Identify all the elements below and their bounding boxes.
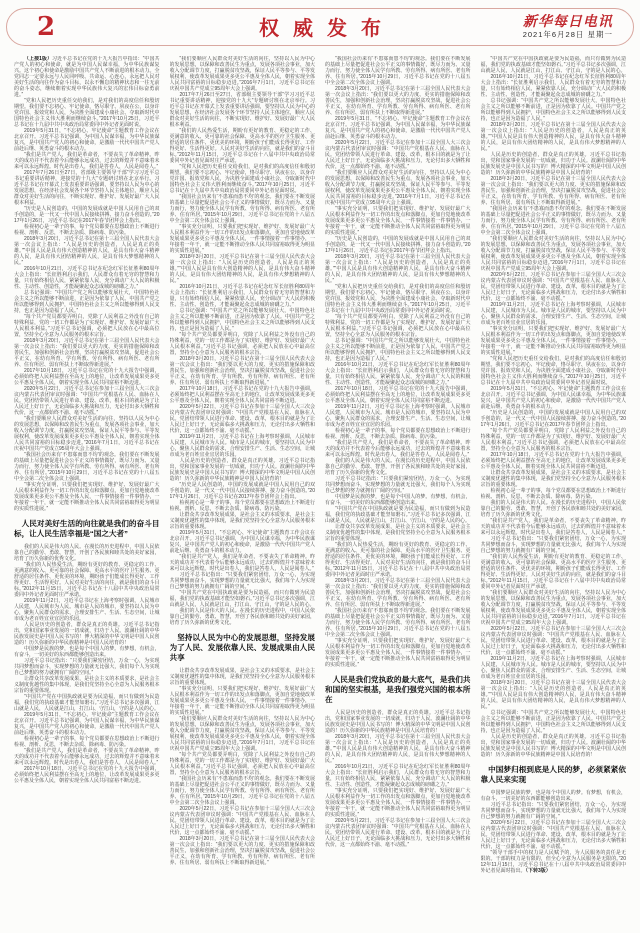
body-paragraph: 让群众共享改革发展成果，是社会主义的本质要求，是社会主义制度优越性的集中体现，是我们党坚持全心全意为人民服务根本宗旨的重要体现。 bbox=[169, 512, 315, 530]
body-paragraph: “党和人民把历史重任交给我们，是对我们的高度信任和殷切期望。我们要不忘初心、牢记使命，恪尽职守、夙夜在公，以身许党许国、报效党和人民，为决胜全面建成小康社会、夺取新时代中国特色社会主义伟大胜利而继续奋斗。”2017年10月25日，习近平总书记在十九届中共中央政治局常委同中外记者见面时说。 bbox=[14, 98, 160, 128]
body-paragraph: “我们的人民热爱生活，期盼有更好的教育、更稳定的工作、更满意的收入、更可靠的社会保障、更高水平的医疗卫生服务、更舒适的居住条件、更优美的环境，期盼孩子们能成长得更好、工作得更好、生活得更好。人民对美好生活的向往，就是我们的奋斗目标。”2012年11月15日，习近平总书记在十八届中共中央政治局常委同中外记者见面时庄严承诺。 bbox=[325, 542, 471, 578]
body-paragraph: 2019年5月31日，“不忘初心、牢记使命”主题教育工作会议在北京召开。习近平总书记强调，为中国人民谋幸福，为中华民族谋复兴，是中国共产党人的初心和使命，是激励一代代中国共产党人前赴后继、英勇奋斗的根本动力。 bbox=[14, 712, 160, 736]
body-paragraph: “我们的人民热爱生活，期盼有更好的教育、更稳定的工作、更满意的收入、更可靠的社会保障、更高水平的医疗卫生服务、更舒适的居住条件、更优美的环境，期盼孩子们能成长得更好、工作得更好、生活得更好。人民对美好生活的向往，就是我们的奋斗目标。”2012年11月15日，习近平总书记在十八届中共中央政治局常委同中外记者见面时庄严承诺。 bbox=[14, 562, 160, 598]
body-paragraph: “每个共产党员都要弄明白，党除了人民利益之外没有自己的特殊利益，党的一切工作都是为了实现好、维护好、发展好最广大人民根本利益。”习近平总书记强调，必须把人民放在心中最高位置，坚持全心全意为人民服务的根本宗旨。 bbox=[480, 428, 626, 452]
body-paragraph: 人民是历史的创造者，群众是真正的英雄。习近平总书记指出，党和国家事业发展的一切成就，归功于人民。波澜壮阔的中华民族发展史是中国人民书写的！博大精深的中华文明是中国人民创造的！历久弥新的中华民族精神是中国人民培育的！ bbox=[169, 458, 315, 482]
body-paragraph: 我们的人民是伟大的人民。在漫长的历史进程中，中国人民依靠自己的勤劳、勇敢、智慧，开创了各民族和睦共处的美好家园，培育了历久弥新的优秀文化。 bbox=[480, 500, 626, 518]
body-paragraph: “历史是人民创造的，中国的发展成就是中国人民用自己的双手创造的，是一代又一代中国人民接续拼搏、接力奋斗创造的。”2017年1月26日，习近平总书记在2017年春节团拜会上指出。 bbox=[480, 410, 626, 428]
body-paragraph: “事实充分证明，只要我们把实现好、维护好、发展好最广大人民根本利益作为一切工作的出发点和落脚点，更加自觉地使改革发展成果更多更公平惠及全体人民，一件事情接着一件事情办，一年接着一年干，就一定能不断推动全体人民共同富裕取得更为明显的实质性进展。” bbox=[169, 686, 315, 716]
body-paragraph: 2016年10月21日，习近平总书记在纪念红军长征胜利80周年大会上指出：“长征胜利启示我们，人民群众有着无穷的智慧和力量，只有始终相信人民，紧紧依靠人民，充分调动广大人民的积极性、主动性、创造性，才能凝聚起众志成城的磅礴之力。” bbox=[169, 284, 315, 308]
body-paragraph: “我们是共产党人，我们是革命者，不要丧失了革命精神。昨天的成功并不代表着今后能够永远成功，过去的辉煌并不意味着未来可以永远辉煌。时代是出卷人，我们是答卷人，人民是阅卷人。” bbox=[169, 554, 315, 572]
body-paragraph: “我国社会历来有‘不患寡而患不均’的观念。我们要在不断发展的基础上尽量把促进社会公平正义的事情做好，既尽力而为、又量力而行，努力使全体人民学有所教、劳有所得、病有所医、老有所养、住有所居。”2015年10月29日，习近平总书记在党的十八届五中全会第二次全体会议上强调。 bbox=[325, 608, 471, 638]
body-paragraph: 2018年3月20日，习近平总书记在第十三届全国人民代表大会第一次会议上指出：“我们要以更大的力度、更实的措施保障和改善民生，加强和创新社会治理，坚决打赢脱贫攻坚战，促进社会公平正义，在幼有所育、学有所教、劳有所得、病有所医、老有所养、住有所居、弱有所扶上不断取得新进展。” bbox=[325, 578, 471, 608]
body-paragraph: 2018年3月20日，习近平总书记在第十三届全国人民代表大会第一次会议上指出：“我们要以更大的力度、更实的措施保障和改善民生，加强和创新社会治理，坚决打赢脱贫攻坚战，促进社会公平正义，在幼有所育、学有所教、劳有所得、病有所医、老有所养、住有所居、弱有所扶上不断取得新进展。” bbox=[169, 836, 315, 866]
body-paragraph: 检视初心是一辈子的事，每个党员都要在思想政治上不断进行检视、剖析、反思，不断去杂质、除病毒、防污染。 bbox=[169, 500, 315, 512]
body-paragraph: “我们要顺应人民群众对美好生活的向往，坚持以人民为中心的发展思想，以保障和改善民生为重点，发展各项社会事业，加大收入分配调节力度，打赢脱贫攻坚战，保证人民平等参与、平等发展权利，使改革发展成果更多更公平惠及全体人民，朝着实现全体人民共同富裕的目标稳步迈进。”2016年7月1日，习近平总书记在庆祝中国共产党成立95周年大会上强调。 bbox=[325, 170, 471, 206]
body-paragraph: “历史是人民创造的，中国的发展成就是中国人民用自己的双手创造的，是一代又一代中国人民接续拼搏、接力奋斗创造的。”2017年1月26日，习近平总书记在2017年春节团拜会上指出。 bbox=[325, 236, 471, 254]
body-paragraph: 2019年5月31日，“不忘初心、牢记使命”主题教育工作会议在北京召开。习近平总书记强调，为中国人民谋幸福，为中华民族谋复兴，是中国共产党人的初心和使命，是激励一代代中国共产党人前赴后继、英勇奋斗的根本动力。 bbox=[14, 128, 160, 152]
body-paragraph: 2020年5月22日，习近平总书记在参加十三届全国人大三次会议内蒙古代表团审议时强调：“中国共产党根基在人民、血脉在人民。党团结带领人民进行革命、建设、改革，根本目的就是为了让人民过上好日子，无论面临多大挑战和压力，无论付出多大牺牲和代价，这一点都始终不渝、毫不动摇。” bbox=[325, 140, 471, 170]
body-paragraph: “每个共产党员都要弄明白，党除了人民利益之外没有自己的特殊利益，党的一切工作都是为了实现好、维护好、发展好最广大人民根本利益。”习近平总书记强调，必须把人民放在心中最高位置，坚持全心全意为人民服务的根本宗旨。 bbox=[14, 314, 160, 338]
masthead-logo: 新华每日电讯 bbox=[522, 14, 613, 31]
body-paragraph: 2017年10月18日，习近平总书记在党的十九大报告中强调，必须始终把人民利益摆在至高无上的地位，让改革发展成果更多更公平惠及全体人民，朝着实现全体人民共同富裕不断迈进。 bbox=[169, 386, 315, 404]
body-paragraph: “我国社会历来有‘不患寡而患不均’的观念。我们要在不断发展的基础上尽量把促进社会公平正义的事情做好，既尽力而为、又量力而行，努力使全体人民学有所教、劳有所得、病有所医、老有所养、住有所居。”2015年10月29日，习近平总书记在党的十八届五中全会第二次全体会议上强调。 bbox=[480, 206, 626, 236]
body-paragraph: 2018年3月20日，习近平总书记在第十三届全国人民代表大会第一次会议上指出：“人民是历史的创造者，人民是真正的英雄。”“中国人民是具有伟大创造精神的人民，是具有伟大奋斗精神的人民，是具有伟大团结精神的人民，是具有伟大梦想精神的人民。” bbox=[480, 680, 626, 710]
body-paragraph: 习近平总书记指出：“只要我们紧密团结，万众一心，为实现共同梦想而奋斗，实现梦想的力量就无比强大，我们每个人为实现自己梦想的努力就拥有广阔的空间。” bbox=[480, 536, 626, 554]
body-paragraph: 2020年5月22日，习近平总书记在参加十三届全国人大三次会议内蒙古代表团审议时强调：“中国共产党根基在人民、血脉在人民。党团结带领人民进行革命、建设、改革，根本目的就是为了让人民过上好日子，无论面临多大挑战和压力，无论付出多大牺牲和代价，这一点都始终不渝、毫不动摇。” bbox=[480, 820, 626, 850]
body-paragraph: 2016年10月21日，习近平总书记在纪念红军长征胜利80周年大会上指出：“长征胜利启示我们，人民群众有着无穷的智慧和力量，只有始终相信人民，紧紧依靠人民，充分调动广大人民的积极性、主动性、创造性，才能凝聚起众志成城的磅礴之力。” bbox=[14, 266, 160, 290]
body-paragraph: “领导干部手中的权力是人民赋予的，为人民服务的责任是无限的。干部的权力是有限的，但全心全意为人民服务是无限的。”2012年11月15日，习近平总书记在十八届中共中央政治局常委同中外记者见面时指出。（下转3版） bbox=[480, 850, 626, 874]
body-paragraph: 检视初心是一辈子的事，每个党员都要在思想政治上不断进行检视、剖析、反思，不断去杂质、除病毒、防污染。 bbox=[14, 224, 160, 236]
body-paragraph: 2017年10月18日，习近平总书记在党的十九大报告中强调，必须始终把人民利益摆在至高无上的地位，让改革发展成果更多更公平惠及全体人民，朝着实现全体人民共同富裕不断迈进。 bbox=[14, 766, 160, 784]
body-paragraph: “我们要顺应人民群众对美好生活的向往，坚持以人民为中心的发展思想，以保障和改善民生为重点，发展各项社会事业，加大收入分配调节力度，打赢脱贫攻坚战，保证人民平等参与、平等发展权利，使改革发展成果更多更公平惠及全体人民，朝着实现全体人民共同富裕的目标稳步迈进。”2016年7月1日，习近平总书记在庆祝中国共产党成立95周年大会上强调。 bbox=[480, 236, 626, 272]
body-paragraph: “党和人民把历史重任交给我们，是对我们的高度信任和殷切期望。我们要不忘初心、牢记使命，恪尽职守、夙夜在公，以身许党许国、报效党和人民，为决胜全面建成小康社会、夺取新时代中国特色社会主义伟大胜利而继续奋斗。”2017年10月25日，习近平总书记在十九届中共中央政治局常委同中外记者见面时说。 bbox=[325, 284, 471, 314]
body-paragraph: “事实充分证明，只要我们把实现好、维护好、发展好最广大人民根本利益作为一切工作的出发点和落脚点，更加自觉地使改革发展成果更多更公平惠及全体人民，一件事情接着一件事情办，一年接着一年干，就一定能不断推动全体人民共同富裕取得更为明显的实质性进展。” bbox=[325, 638, 471, 668]
body-paragraph: 2020年5月22日，习近平总书记在参加十三届全国人大三次会议内蒙古代表团审议时强调：“中国共产党根基在人民、血脉在人民。党团结带领人民进行革命、建设、改革，根本目的就是为了让人民过上好日子，无论面临多大挑战和压力，无论付出多大牺牲和代价，这一点都始终不渝、毫不动摇。” bbox=[480, 626, 626, 656]
body-paragraph: “中国共产党在中国执政就是要为民造福，而只有做到为民造福，我们党的执政基础才能坚如磐石。”习近平总书记多次强调，江山就是人民，人民就是江山，打江山、守江山，守的是人民的心。 bbox=[14, 694, 160, 712]
article-body bbox=[0, 52, 640, 906]
body-paragraph: 2016年10月21日，习近平总书记在纪念红军长征胜利80周年大会上指出：“长征胜利启示我们，人民群众有着无穷的智慧和力量，只有始终相信人民，紧紧依靠人民，充分调动广大人民的积极性、主动性、创造性，才能凝聚起众志成城的磅礴之力。” bbox=[480, 74, 626, 98]
section-subheading: 人民对美好生活的向往就是我们的奋斗目标，让人民生活幸福是“国之大者” bbox=[14, 519, 160, 538]
body-paragraph: 2017年10月18日，习近平总书记在党的十九大报告中强调，必须始终把人民利益摆在至高无上的地位，让改革发展成果更多更公平惠及全体人民，朝着实现全体人民共同富裕不断迈进。 bbox=[325, 386, 471, 404]
body-paragraph: 总书记强调：“中国共产党之所以能够发展壮大，中国特色社会主义之所以能够不断前进，正是因为依靠了人民。中国共产党之所以能够得到人民拥护，中国特色社会主义之所以能够得到人民支持，也正是因为造福了人民。” bbox=[325, 338, 471, 362]
section-title: 权威发布 bbox=[259, 17, 395, 40]
body-paragraph: 2019年5月31日，“不忘初心、牢记使命”主题教育工作会议在北京召开。习近平总书记强调，为中国人民谋幸福，为中华民族谋复兴，是中国共产党人的初心和使命，是激励一代代中国共产党人前赴后继、英勇奋斗的根本动力。 bbox=[169, 530, 315, 554]
body-paragraph: “我国社会历来有‘不患寡而患不均’的观念。我们要在不断发展的基础上尽量把促进社会公平正义的事情做好，既尽力而为、又量力而行，努力使全体人民学有所教、劳有所得、病有所医、老有所养、住有所居。”2015年10月29日，习近平总书记在党的十八届五中全会第二次全体会议上强调。 bbox=[325, 56, 471, 86]
body-paragraph: “我们的人民热爱生活，期盼有更好的教育、更稳定的工作、更满意的收入、更可靠的社会保障、更高水平的医疗卫生服务、更舒适的居住条件、更优美的环境，期盼孩子们能成长得更好、工作得更好、生活得更好。人民对美好生活的向往，就是我们的奋斗目标。”2012年11月15日，习近平总书记在十八届中共中央政治局常委同中外记者见面时庄严承诺。 bbox=[169, 128, 315, 164]
body-paragraph: 2018年3月20日，习近平总书记在第十三届全国人民代表大会第一次会议上指出：“我们要以更大的力度、更实的措施保障和改善民生，加强和创新社会治理，坚决打赢脱贫攻坚战，促进社会公平正义，在幼有所育、学有所教、劳有所得、病有所医、老有所养、住有所居、弱有所扶上不断取得新进展。” bbox=[14, 338, 160, 368]
body-paragraph: “中国共产党在中国执政就是要为民造福，而只有做到为民造福，我们党的执政基础才能坚如磐石。”习近平总书记多次强调，江山就是人民，人民就是江山，打江山、守江山，守的是人民的心。 bbox=[480, 56, 626, 74]
body-paragraph: “事实充分证明，只要我们把实现好、维护好、发展好最广大人民根本利益作为一切工作的出发点和落脚点，更加自觉地使改革发展成果更多更公平惠及全体人民，一件事情接着一件事情办，一年接着一年干，就一定能不断推动全体人民共同富裕取得更为明显的实质性进展。” bbox=[480, 326, 626, 356]
body-paragraph: “党和人民把历史重任交给我们，是对我们的高度信任和殷切期望。我们要不忘初心、牢记使命，恪尽职守、夙夜在公，以身许党许国、报效党和人民，为决胜全面建成小康社会、夺取新时代中国特色社会主义伟大胜利而继续奋斗。”2017年10月25日，习近平总书记在十九届中共中央政治局常委同中外记者见面时说。 bbox=[169, 164, 315, 194]
body-paragraph: 2020年5月22日，习近平总书记在参加十三届全国人大三次会议内蒙古代表团审议时强调：“中国共产党根基在人民、血脉在人民。党团结带领人民进行革命、建设、改革，根本目的就是为了让人民过上好日子，无论面临多大挑战和压力，无论付出多大牺牲和代价，这一点都始终不渝、毫不动摇。” bbox=[169, 404, 315, 434]
masthead bbox=[523, 14, 613, 40]
body-paragraph: “我国社会历来有‘不患寡而患不均’的观念。我们要在不断发展的基础上尽量把促进社会公平正义的事情做好，既尽力而为、又量力而行，努力使全体人民学有所教、劳有所得、病有所医、老有所养、住有所居。”2015年10月29日，习近平总书记在党的十八届五中全会第二次全体会议上强调。 bbox=[169, 194, 315, 224]
body-paragraph: “我们要顺应人民群众对美好生活的向往，坚持以人民为中心的发展思想，以保障和改善民生为重点，发展各项社会事业，加大收入分配调节力度，打赢脱贫攻坚战，保证人民平等参与、平等发展权利，使改革发展成果更多更公平惠及全体人民，朝着实现全体人民共同富裕的目标稳步迈进。”2016年7月1日，习近平总书记在庆祝中国共产党成立95周年大会上强调。 bbox=[480, 590, 626, 626]
body-paragraph: 我们的人民是伟大的人民。在漫长的历史进程中，中国人民依靠自己的勤劳、勇敢、智慧，开创了各民族和睦共处的美好家园，培育了历久弥新的优秀文化。 bbox=[169, 608, 315, 626]
body-paragraph: 2018年3月20日，习近平总书记在第十三届全国人民代表大会第一次会议上指出：“人民是历史的创造者，人民是真正的英雄。”“中国人民是具有伟大创造精神的人民，是具有伟大奋斗精神的人民，是具有伟大团结精神的人民，是具有伟大梦想精神的人民。” bbox=[325, 734, 471, 764]
body-paragraph: “我们要顺应人民群众对美好生活的向往，坚持以人民为中心的发展思想，以保障和改善民生为重点，发展各项社会事业，加大收入分配调节力度，打赢脱贫攻坚战，保证人民平等参与、平等发展权利，使改革发展成果更多更公平惠及全体人民，朝着实现全体人民共同富裕的目标稳步迈进。”2016年7月1日，习近平总书记在庆祝中国共产党成立95周年大会上强调。 bbox=[169, 56, 315, 92]
body-paragraph: 检视初心是一辈子的事，每个党员都要在思想政治上不断进行检视、剖析、反思，不断去杂质、除病毒、防污染。 bbox=[14, 736, 160, 748]
body-paragraph: 2019年11月2日，习近平总书记在上海考察时强调，人民城市人民建，人民城市为人民。城市是人民的城市，要坚持以人民为中心，聚焦人民群众的需求，合理安排生产、生活、生态空间，让城市成为老百姓宜业宜居的乐园。 bbox=[325, 404, 471, 428]
body-paragraph: 2018年3月20日，习近平总书记在第十三届全国人民代表大会第一次会议上指出：“我们要以更大的力度、更实的措施保障和改善民生，加强和创新社会治理，坚决打赢脱贫攻坚战，促进社会公平正义，在幼有所育、学有所教、劳有所得、病有所医、老有所养、住有所居、弱有所扶上不断取得新进展。” bbox=[325, 86, 471, 116]
body-paragraph: 让群众共享改革发展成果，是社会主义的本质要求，是社会主义制度优越性的集中体现，是我们党坚持全心全意为人民服务根本宗旨的重要体现。 bbox=[480, 470, 626, 488]
body-paragraph: 2017年7月26日至27日，省部级主要领导干部“学习习近平总书记重要讲话精神，迎接党的十九大”专题研讨班在北京举行。习近平总书记在开幕式上发表重要讲话强调，要坚持以人民为中心的发展思想，在经济社会发展各个环节坚持人民主体地位，顺应人民群众对美好生活的向往，不断实现好、维护好、发展好最广大人民根本利益。 bbox=[169, 92, 315, 128]
body-paragraph: 2017年10月18日，习近平总书记在党的十九大报告中强调，必须始终把人民利益摆在至高无上的地位，让改革发展成果更多更公平惠及全体人民，朝着实现全体人民共同富裕不断迈进。 bbox=[480, 452, 626, 470]
body-paragraph: 人民是历史的创造者，群众是真正的英雄。习近平总书记指出，党和国家事业发展的一切成就，归功于人民。波澜壮阔的中华民族发展史是中国人民书写的！博大精深的中华文明是中国人民创造的！历久弥新的中华民族精神是中国人民培育的！ bbox=[480, 152, 626, 176]
body-paragraph: “我们的人民热爱生活，期盼有更好的教育、更稳定的工作、更满意的收入、更可靠的社会保障、更高水平的医疗卫生服务、更舒适的居住条件、更优美的环境，期盼孩子们能成长得更好、工作得更好、生活得更好。人民对美好生活的向往，就是我们的奋斗目标。”2012年11月15日，习近平总书记在十八届中共中央政治局常委同中外记者见面时庄严承诺。 bbox=[480, 554, 626, 590]
body-paragraph: 人民是历史的创造者，群众是真正的英雄。习近平总书记指出，党和国家事业发展的一切成就，归功于人民。波澜壮阔的中华民族发展史是中国人民书写的！博大精深的中华文明是中国人民创造的！历久弥新的中华民族精神是中国人民培育的！ bbox=[325, 710, 471, 734]
body-paragraph: 人民是历史的创造者，群众是真正的英雄。习近平总书记指出，党和国家事业发展的一切成就，归功于人民。波澜壮阔的中华民族发展史是中国人民书写的！博大精深的中华文明是中国人民创造的！历久弥新的中华民族精神是中国人民培育的！ bbox=[14, 622, 160, 646]
body-paragraph: 中国梦是民族的梦，也是每个中国人的梦。有梦想，有机会，有奋斗，一切美好的东西都能够创造出来。 bbox=[480, 790, 626, 802]
body-paragraph: 2020年5月22日，习近平总书记在参加十三届全国人大三次会议内蒙古代表团审议时强调：“中国共产党根基在人民、血脉在人民。党团结带领人民进行革命、建设、改革，根本目的就是为了让人民过上好日子，无论面临多大挑战和压力，无论付出多大牺牲和代价，这一点都始终不渝、毫不动摇。” bbox=[169, 806, 315, 836]
body-paragraph: “事实充分证明，只要我们把实现好、维护好、发展好最广大人民根本利益作为一切工作的出发点和落脚点，更加自觉地使改革发展成果更多更公平惠及全体人民，一件事情接着一件事情办，一年接着一年干，就一定能不断推动全体人民共同富裕取得更为明显的实质性进展。” bbox=[325, 788, 471, 818]
body-paragraph: 2018年3月20日，习近平总书记在第十三届全国人民代表大会第一次会议上指出：“人民是历史的创造者，人民是真正的英雄。”“中国人民是具有伟大创造精神的人民，是具有伟大奋斗精神的人民，是具有伟大团结精神的人民，是具有伟大梦想精神的人民。” bbox=[169, 254, 315, 284]
body-paragraph: 检视初心是一辈子的事，每个党员都要在思想政治上不断进行检视、剖析、反思，不断去杂质、除病毒、防污染。 bbox=[325, 428, 471, 440]
body-paragraph: 2018年3月20日，习近平总书记在第十三届全国人民代表大会第一次会议上指出：“人民是历史的创造者，人民是真正的英雄。”“中国人民是具有伟大创造精神的人民，是具有伟大奋斗精神的人民，是具有伟大团结精神的人民，是具有伟大梦想精神的人民。” bbox=[14, 236, 160, 266]
body-paragraph: “我们是共产党人，我们是革命者，不要丧失了革命精神。昨天的成功并不代表着今后能够永远成功，过去的辉煌并不意味着未来可以永远辉煌。时代是出卷人，我们是答卷人，人民是阅卷人。” bbox=[14, 152, 160, 170]
body-paragraph: 2018年3月20日，习近平总书记在第十三届全国人民代表大会第一次会议上指出：“我们要以更大的力度、更实的措施保障和改善民生，加强和创新社会治理，坚决打赢脱贫攻坚战，促进社会公平正义，在幼有所育、学有所教、劳有所得、病有所医、老有所养、住有所居、弱有所扶上不断取得新进展。” bbox=[480, 176, 626, 206]
section-subheading: 中国梦归根到底是人民的梦，必须紧紧依靠人民来实现 bbox=[480, 765, 626, 784]
body-paragraph: 2018年3月20日，习近平总书记在第十三届全国人民代表大会第一次会议上指出：“我们要以更大的力度、更实的措施保障和改善民生，加强和创新社会治理，坚决打赢脱贫攻坚战，促进社会公平正义，在幼有所育、学有所教、劳有所得、病有所医、老有所养、住有所居、弱有所扶上不断取得新进展。” bbox=[169, 356, 315, 386]
body-paragraph: 2017年10月18日，习近平总书记在党的十九大报告中强调，必须始终把人民利益摆在至高无上的地位，让改革发展成果更多更公平惠及全体人民，朝着实现全体人民共同富裕不断迈进。 bbox=[14, 368, 160, 386]
body-paragraph: “中国共产党在中国执政就是要为民造福，而只有做到为民造福，我们党的执政基础才能坚如磐石。”习近平总书记多次强调，江山就是人民，人民就是江山，打江山、守江山，守的是人民的心。 bbox=[325, 506, 471, 524]
body-paragraph: 总书记强调：“中国共产党之所以能够发展壮大，中国特色社会主义之所以能够不断前进，正是因为依靠了人民。中国共产党之所以能够得到人民拥护，中国特色社会主义之所以能够得到人民支持，也正是因为造福了人民。” bbox=[14, 290, 160, 314]
article-column-3 bbox=[325, 56, 471, 906]
body-paragraph: “我们是共产党人，我们是革命者，不要丧失了革命精神。昨天的成功并不代表着今后能够永远成功，过去的辉煌并不意味着未来可以永远辉煌。时代是出卷人，我们是答卷人，人民是阅卷人。” bbox=[325, 440, 471, 458]
body-paragraph: 让群众共享改革发展成果，是社会主义的本质要求，是社会主义制度优越性的集中体现，是我们党坚持全心全意为人民服务根本宗旨的重要体现。 bbox=[325, 524, 471, 542]
body-paragraph: 2018年3月20日，习近平总书记在第十三届全国人民代表大会第一次会议上指出：“人民是历史的创造者，人民是真正的英雄。”“中国人民是具有伟大创造精神的人民，是具有伟大奋斗精神的人民，是具有伟大团结精神的人民，是具有伟大梦想精神的人民。” bbox=[480, 122, 626, 152]
page-header bbox=[6, 8, 634, 46]
body-paragraph: 2020年5月22日，习近平总书记在参加十三届全国人大三次会议内蒙古代表团审议时强调：“中国共产党根基在人民、血脉在人民。党团结带领人民进行革命、建设、改革，根本目的就是为了让人民过上好日子，无论面临多大挑战和压力，无论付出多大牺牲和代价，这一点都始终不渝、毫不动摇。” bbox=[325, 818, 471, 848]
body-paragraph: 习近平总书记指出：“只要我们紧密团结，万众一心，为实现共同梦想而奋斗，实现梦想的力量就无比强大，我们每个人为实现自己梦想的努力就拥有广阔的空间。” bbox=[14, 658, 160, 676]
body-paragraph: 让群众共享改革发展成果，是社会主义的本质要求，是社会主义制度优越性的集中体现，是我们党坚持全心全意为人民服务根本宗旨的重要体现。 bbox=[14, 676, 160, 694]
body-paragraph: 检视初心是一辈子的事，每个党员都要在思想政治上不断进行检视、剖析、反思，不断去杂质、除病毒、防污染。 bbox=[480, 488, 626, 500]
body-paragraph: 2019年5月31日，“不忘初心、牢记使命”主题教育工作会议在北京召开。习近平总书记强调，为中国人民谋幸福，为中华民族谋复兴，是中国共产党人的初心和使命，是激励一代代中国共产党人前赴后继、英勇奋斗的根本动力。 bbox=[480, 386, 626, 410]
body-paragraph: 我们的人民是伟大的人民。在漫长的历史进程中，中国人民依靠自己的勤劳、勇敢、智慧，开创了各民族和睦共处的美好家园，培育了历久弥新的优秀文化。 bbox=[325, 458, 471, 476]
body-paragraph: “我们要顺应人民群众对美好生活的向往，坚持以人民为中心的发展思想，以保障和改善民生为重点，发展各项社会事业，加大收入分配调节力度，打赢脱贫攻坚战，保证人民平等参与、平等发展权利，使改革发展成果更多更公平惠及全体人民，朝着实现全体人民共同富裕的目标稳步迈进。”2016年7月1日，习近平总书记在庆祝中国共产党成立95周年大会上强调。 bbox=[14, 416, 160, 452]
section-subheading: 人民是我们党执政的最大底气，是我们共和国的坚实根基，是我们强党兴国的根本所在 bbox=[325, 675, 471, 704]
body-paragraph: “事实充分证明，只要我们把实现好、维护好、发展好最广大人民根本利益作为一切工作的出发点和落脚点，更加自觉地使改革发展成果更多更公平惠及全体人民，一件事情接着一件事情办，一年接着一年干，就一定能不断推动全体人民共同富裕取得更为明显的实质性进展。” bbox=[169, 224, 315, 254]
body-paragraph: “我国社会历来有‘不患寡而患不均’的观念。我们要在不断发展的基础上尽量把促进社会公平正义的事情做好，既尽力而为、又量力而行，努力使全体人民学有所教、劳有所得、病有所医、老有所养、住有所居。”2015年10月29日，习近平总书记在党的十八届五中全会第二次全体会议上强调。 bbox=[169, 776, 315, 806]
section-subheading: 坚持以人民为中心的发展思想，坚持发展为了人民、发展依靠人民、发展成果由人民共享 bbox=[169, 633, 315, 662]
body-paragraph: “每个共产党员都要弄明白，党除了人民利益之外没有自己的特殊利益，党的一切工作都是为了实现好、维护好、发展好最广大人民根本利益。”习近平总书记强调，必须把人民放在心中最高位置，坚持全心全意为人民服务的根本宗旨。 bbox=[169, 752, 315, 776]
body-paragraph: 总书记强调：“中国共产党之所以能够发展壮大，中国特色社会主义之所以能够不断前进，正是因为依靠了人民。中国共产党之所以能够得到人民拥护，中国特色社会主义之所以能够得到人民支持，也正是因为造福了人民。” bbox=[169, 308, 315, 332]
body-paragraph: 2019年5月31日，“不忘初心、牢记使命”主题教育工作会议在北京召开。习近平总书记强调，为中国人民谋幸福，为中华民族谋复兴，是中国共产党人的初心和使命，是激励一代代中国共产党人前赴后继、英勇奋斗的根本动力。 bbox=[325, 116, 471, 140]
body-paragraph: 人民是历史的创造者，群众是真正的英雄。习近平总书记指出，党和国家事业发展的一切成就，归功于人民。波澜壮阔的中华民族发展史是中国人民书写的！博大精深的中华文明是中国人民创造的！历久弥新的中华民族精神是中国人民培育的！ bbox=[480, 734, 626, 758]
body-paragraph: 2019年11月2日，习近平总书记在上海考察时强调，人民城市人民建，人民城市为人民。城市是人民的城市，要坚持以人民为中心，聚焦人民群众的需求，合理安排生产、生活、生态空间，让城市成为老百姓宜业宜居的乐园。 bbox=[480, 302, 626, 326]
body-paragraph: 2018年3月20日，习近平总书记在第十三届全国人民代表大会第一次会议上指出：“人民是历史的创造者，人民是真正的英雄。”“中国人民是具有伟大创造精神的人民，是具有伟大奋斗精神的人民，是具有伟大团结精神的人民，是具有伟大梦想精神的人民。” bbox=[325, 254, 471, 284]
body-paragraph: 2019年11月2日，习近平总书记在上海考察时强调，人民城市人民建，人民城市为人民。城市是人民的城市，要坚持以人民为中心，聚焦人民群众的需求，合理安排生产、生活、生态空间，让城市成为老百姓宜业宜居的乐园。 bbox=[480, 656, 626, 680]
article-column-4 bbox=[481, 56, 627, 906]
body-paragraph: “中国共产党在中国执政就是要为民造福，而只有做到为民造福，我们党的执政基础才能坚如磐石。”习近平总书记多次强调，江山就是人民，人民就是江山，打江山、守江山，守的是人民的心。 bbox=[169, 590, 315, 608]
body-paragraph: 习近平总书记指出：“只要我们紧密团结，万众一心，为实现共同梦想而奋斗，实现梦想的力量就无比强大，我们每个人为实现自己梦想的努力就拥有广阔的空间。” bbox=[169, 572, 315, 590]
continued-to-marker: （下转3版） bbox=[525, 868, 551, 874]
body-paragraph: 2020年5月22日，习近平总书记在参加十三届全国人大三次会议内蒙古代表团审议时强调：“中国共产党根基在人民、血脉在人民。党团结带领人民进行革命、建设、改革，根本目的就是为了让人民过上好日子，无论面临多大挑战和压力，无论付出多大牺牲和代价，这一点都始终不渝、毫不动摇。” bbox=[480, 272, 626, 302]
page-number: 2 bbox=[37, 12, 56, 42]
body-paragraph: 我们的人民是伟大的人民。在漫长的历史进程中，中国人民依靠自己的勤劳、勇敢、智慧，开创了各民族和睦共处的美好家园，培育了历久弥新的优秀文化。 bbox=[14, 544, 160, 562]
body-paragraph: “事实充分证明，只要我们把实现好、维护好、发展好最广大人民根本利益作为一切工作的出发点和落脚点，更加自觉地使改革发展成果更多更公平惠及全体人民，一件事情接着一件事情办，一年接着一年干，就一定能不断推动全体人民共同富裕取得更为明显的实质性进展。” bbox=[14, 482, 160, 512]
body-paragraph: 2020年5月22日，习近平总书记在参加十三届全国人大三次会议内蒙古代表团审议时强调：“中国共产党根基在人民、血脉在人民。党团结带领人民进行革命、建设、改革，根本目的就是为了让人民过上好日子，无论面临多大挑战和压力，无论付出多大牺牲和代价，这一点都始终不渝、毫不动摇。” bbox=[14, 386, 160, 416]
body-paragraph: 2017年7月26日至27日，省部级主要领导干部“学习习近平总书记重要讲话精神，迎接党的十九大”专题研讨班在北京举行。习近平总书记在开幕式上发表重要讲话强调，要坚持以人民为中心的发展思想，在经济社会发展各个环节坚持人民主体地位，顺应人民群众对美好生活的向往，不断实现好、维护好、发展好最广大人民根本利益。 bbox=[14, 170, 160, 206]
continued-from-marker: （上接1版） bbox=[24, 56, 53, 62]
masthead-date: 2021年6月28日 星期一 bbox=[522, 30, 613, 40]
body-paragraph: “每个共产党员都要弄明白，党除了人民利益之外没有自己的特殊利益，党的一切工作都是为了实现好、维护好、发展好最广大人民根本利益。”习近平总书记强调，必须把人民放在心中最高位置，坚持全心全意为人民服务的根本宗旨。 bbox=[169, 332, 315, 356]
article-column-2 bbox=[170, 56, 316, 906]
body-paragraph: 2019年11月2日，习近平总书记在上海考察时强调，人民城市人民建，人民城市为人民。城市是人民的城市，要坚持以人民为中心，聚焦人民群众的需求，合理安排生产、生活、生态空间，让城市成为老百姓宜业宜居的乐园。 bbox=[14, 598, 160, 622]
body-paragraph: “党和人民把历史重任交给我们，是对我们的高度信任和殷切期望。我们要不忘初心、牢记使命，恪尽职守、夙夜在公，以身许党许国、报效党和人民，为决胜全面建成小康社会、夺取新时代中国特色社会主义伟大胜利而继续奋斗。”2017年10月25日，习近平总书记在十九届中共中央政治局常委同中外记者见面时说。 bbox=[480, 356, 626, 386]
body-paragraph: “事实充分证明，只要我们把实现好、维护好、发展好最广大人民根本利益作为一切工作的出发点和落脚点，更加自觉地使改革发展成果更多更公平惠及全体人民，一件事情接着一件事情办，一年接着一年干，就一定能不断推动全体人民共同富裕取得更为明显的实质性进展。” bbox=[325, 206, 471, 236]
body-paragraph: 2019年11月2日，习近平总书记在上海考察时强调，人民城市人民建，人民城市为人民。城市是人民的城市，要坚持以人民为中心，聚焦人民群众的需求，合理安排生产、生活、生态空间，让城市成为老百姓宜业宜居的乐园。 bbox=[169, 434, 315, 458]
body-paragraph: “我们要顺应人民群众对美好生活的向往，坚持以人民为中心的发展思想，以保障和改善民生为重点，发展各项社会事业，加大收入分配调节力度，打赢脱贫攻坚战，保证人民平等参与、平等发展权利，使改革发展成果更多更公平惠及全体人民，朝着实现全体人民共同富裕的目标稳步迈进。”2016年7月1日，习近平总书记在庆祝中国共产党成立95周年大会上强调。 bbox=[169, 716, 315, 752]
body-paragraph: “我们是共产党人，我们是革命者，不要丧失了革命精神。昨天的成功并不代表着今后能够永远成功，过去的辉煌并不意味着未来可以永远辉煌。时代是出卷人，我们是答卷人，人民是阅卷人。” bbox=[480, 518, 626, 536]
body-paragraph: “我国社会历来有‘不患寡而患不均’的观念。我们要在不断发展的基础上尽量把促进社会公平正义的事情做好，既尽力而为、又量力而行，努力使全体人民学有所教、劳有所得、病有所医、老有所养、住有所居。”2015年10月29日，习近平总书记在党的十八届五中全会第二次全体会议上强调。 bbox=[14, 452, 160, 482]
body-paragraph: 2016年10月21日，习近平总书记在纪念红军长征胜利80周年大会上指出：“长征胜利启示我们，人民群众有着无穷的智慧和力量，只有始终相信人民，紧紧依靠人民，充分调动广大人民的积极性、主动性、创造性，才能凝聚起众志成城的磅礴之力。” bbox=[325, 764, 471, 788]
body-paragraph: “我们是共产党人，我们是革命者，不要丧失了革命精神。昨天的成功并不代表着今后能够永远成功，过去的辉煌并不意味着未来可以永远辉煌。时代是出卷人，我们是答卷人，人民是阅卷人。” bbox=[14, 748, 160, 766]
body-paragraph: 习近平总书记指出：“只要我们紧密团结，万众一心，为实现共同梦想而奋斗，实现梦想的力量就无比强大，我们每个人为实现自己梦想的努力就拥有广阔的空间。” bbox=[480, 802, 626, 820]
body-paragraph: （上接1版）习近平总书记在党的十九大报告中指出：“中国共产党人的初心和使命，就是为中国人民谋幸福，为中华民族谋复兴。这个初心和使命是激励中国共产党人不断前进的根本动力。全党同志一定要永远与人民同呼吸、共命运、心连心，永远把人民对美好生活的向往作为奋斗目标，以永不懈怠的精神状态和一往无前的奋斗姿态，继续朝着实现中华民族伟大复兴的宏伟目标奋勇前进。” bbox=[14, 56, 160, 98]
article-column-1 bbox=[14, 56, 160, 906]
body-paragraph: “历史是人民创造的，中国的发展成就是中国人民用自己的双手创造的，是一代又一代中国人民接续拼搏、接力奋斗创造的。”2017年1月26日，习近平总书记在2017年春节团拜会上指出。 bbox=[169, 482, 315, 500]
body-paragraph: 习近平总书记指出：“只要我们紧密团结，万众一心，为实现共同梦想而奋斗，实现梦想的力量就无比强大，我们每个人为实现自己梦想的努力就拥有广阔的空间。” bbox=[325, 476, 471, 494]
body-paragraph: “历史是人民创造的，中国的发展成就是中国人民用自己的双手创造的，是一代又一代中国人民接续拼搏、接力奋斗创造的。”2017年1月26日，习近平总书记在2017年春节团拜会上指出。 bbox=[14, 206, 160, 224]
body-paragraph: 总书记强调：“中国共产党之所以能够发展壮大，中国特色社会主义之所以能够不断前进，正是因为依靠了人民。中国共产党之所以能够得到人民拥护，中国特色社会主义之所以能够得到人民支持，也正是因为造福了人民。” bbox=[480, 710, 626, 734]
body-paragraph: 让群众共享改革发展成果，是社会主义的本质要求，是社会主义制度优越性的集中体现，是我们党坚持全心全意为人民服务根本宗旨的重要体现。 bbox=[169, 668, 315, 686]
body-paragraph: 中国梦是民族的梦，也是每个中国人的梦。有梦想，有机会，有奋斗，一切美好的东西都能够创造出来。 bbox=[325, 494, 471, 506]
body-paragraph: 总书记强调：“中国共产党之所以能够发展壮大，中国特色社会主义之所以能够不断前进，正是因为依靠了人民。中国共产党之所以能够得到人民拥护，中国特色社会主义之所以能够得到人民支持，也正是因为造福了人民。” bbox=[480, 98, 626, 122]
body-paragraph: 中国梦是民族的梦，也是每个中国人的梦。有梦想，有机会，有奋斗，一切美好的东西都能够创造出来。 bbox=[14, 646, 160, 658]
body-paragraph: 2016年10月21日，习近平总书记在纪念红军长征胜利80周年大会上指出：“长征胜利启示我们，人民群众有着无穷的智慧和力量，只有始终相信人民，紧紧依靠人民，充分调动广大人民的积极性、主动性、创造性，才能凝聚起众志成城的磅礴之力。” bbox=[325, 362, 471, 386]
body-paragraph: “每个共产党员都要弄明白，党除了人民利益之外没有自己的特殊利益，党的一切工作都是为了实现好、维护好、发展好最广大人民根本利益。”习近平总书记强调，必须把人民放在心中最高位置，坚持全心全意为人民服务的根本宗旨。 bbox=[325, 314, 471, 338]
